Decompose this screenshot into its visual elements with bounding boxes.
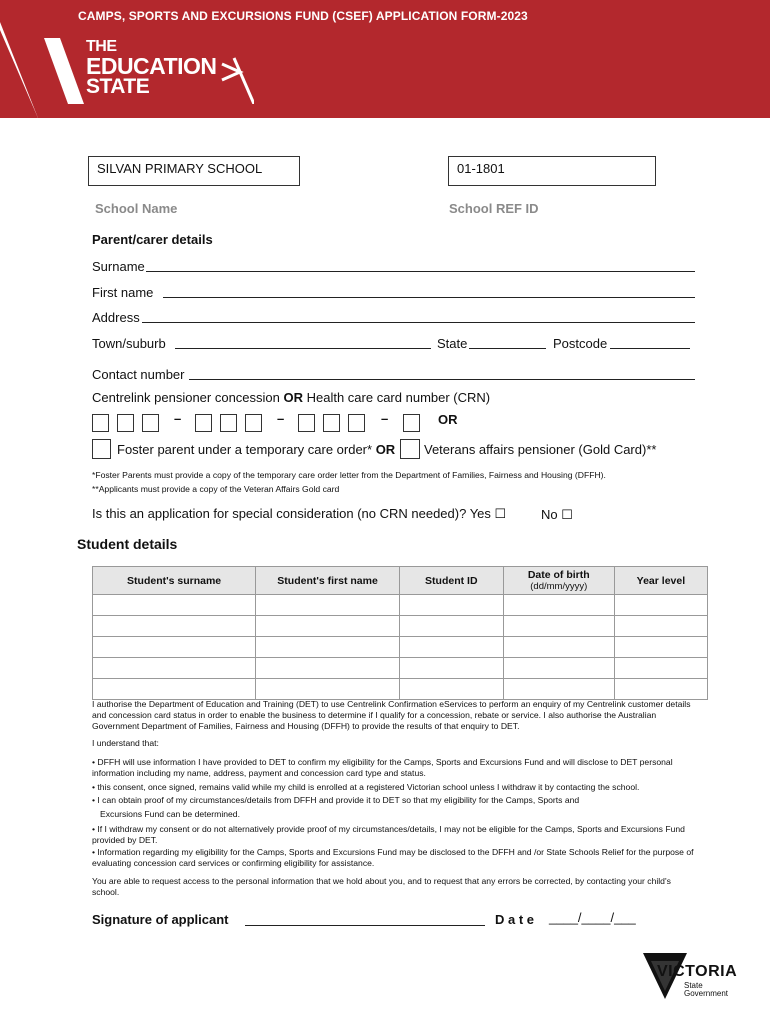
victoria-sub-state: State [684,981,703,990]
logo-line-state: STATE [86,75,150,98]
surname-line[interactable] [146,271,695,272]
foster-or: OR [375,442,396,457]
town-line[interactable] [175,348,431,349]
table-cell[interactable] [93,616,256,637]
table-row [93,616,708,637]
crn-box-4[interactable] [195,414,212,432]
crn-dash-3: – [381,411,389,426]
school-name-field[interactable]: SILVAN PRIMARY SCHOOL [88,156,300,186]
table-cell[interactable] [399,616,503,637]
col-dob [503,567,614,595]
table-cell[interactable] [256,616,400,637]
address-label: Address [92,310,140,325]
col-year-level: Year level [614,567,707,595]
school-name-caption: School Name [95,201,178,216]
table-cell[interactable] [503,679,614,700]
table-row [93,658,708,679]
col-first-name: Student's first name [256,567,400,595]
crn-box-10[interactable] [403,414,420,432]
crn-dash-1: – [174,411,182,426]
school-ref-field[interactable]: 01-1801 [448,156,656,186]
state-line[interactable] [469,348,546,349]
table-cell[interactable] [503,637,614,658]
table-row [93,637,708,658]
foster-checkbox[interactable] [92,439,111,459]
school-ref-caption: School REF ID [449,201,539,216]
understand-label: I understand that: [92,738,159,748]
crn-label-or: OR [283,390,303,405]
table-cell[interactable] [93,595,256,616]
first-name-line[interactable] [163,297,695,298]
student-table-header [93,567,708,595]
crn-box-5[interactable] [220,414,237,432]
table-cell[interactable] [614,595,707,616]
date-field[interactable]: ____/____/___ [549,910,636,925]
table-cell[interactable] [614,679,707,700]
crn-label [92,390,490,405]
table-row [93,595,708,616]
table-cell[interactable] [399,679,503,700]
bullet-3b: Excursions Fund can be determined. [100,809,240,819]
postcode-line[interactable] [610,348,690,349]
table-cell[interactable] [256,637,400,658]
table-cell[interactable] [256,595,400,616]
special-no[interactable]: No ☐ [541,507,573,522]
surname-label: Surname [92,259,145,274]
table-cell[interactable] [503,595,614,616]
crn-box-1[interactable] [92,414,109,432]
table-cell[interactable] [399,637,503,658]
table-cell[interactable] [93,658,256,679]
table-cell[interactable] [256,679,400,700]
postcode-label: Postcode [553,336,608,351]
signature-label: Signature of applicant [92,912,229,927]
first-name-label: First name [92,285,154,300]
access-paragraph: You are able to request access to the personal information that we hold about you, and to request that any errors be corrected, by contacting your child's school. [92,876,671,897]
special-question[interactable]: Is this an application for special consideration (no CRN needed)? Yes ☐ [92,506,507,521]
crn-or-right: OR [438,412,458,427]
table-cell[interactable] [503,658,614,679]
logo-line-education: EDUCATION [86,53,217,79]
contact-line[interactable] [189,379,695,380]
table-cell[interactable] [614,637,707,658]
note-foster: *Foster Parents must provide a copy of the temporary care order letter from the Department of Families, Fairness and Housing (DFFH). [92,470,606,480]
victoria-brand: VICTORIA [657,963,738,980]
town-label: Town/suburb [92,336,166,351]
table-cell[interactable] [503,616,614,637]
signature-line[interactable] [245,925,485,926]
parent-heading: Parent/carer details [92,232,213,247]
crn-label-suffix: Health care card number (CRN) [303,390,491,405]
crn-box-2[interactable] [117,414,134,432]
table-cell[interactable] [614,616,707,637]
note-applicants: **Applicants must provide a copy of the Veteran Affairs Gold card [92,484,340,494]
student-heading: Student details [77,536,178,552]
contact-label: Contact number [92,367,185,382]
col-dob-label: Date of birth [527,569,590,581]
student-table [92,566,708,700]
table-cell[interactable] [93,679,256,700]
col-student-id: Student ID [399,567,503,595]
foster-label-text: Foster parent under a temporary care order* [117,442,376,457]
table-cell[interactable] [399,658,503,679]
consent-paragraph: I authorise the Department of Education and Training (DET) to use Centrelink Confirmation eServices to perform an enquiry of my Centrelink customer details and concession card status in order to enable the business to determine if I qualify for a concession, rebate or service. I also authorise the Australian Government Department of Families, Fairness and Housing (DFFH) to provide the results of that enquiry to DET. [92,699,691,731]
col-surname: Student's surname [93,567,256,595]
crn-box-7[interactable] [298,414,315,432]
crn-dash-2: – [277,411,285,426]
bullet-4: • If I withdraw my consent or do not alternatively provide proof of my circumstances/details, I may not be eligible for the Camps, Sports and Excursions Fund provided by DET. [92,824,685,845]
col-dob-format: (dd/mm/yyyy) [530,581,588,592]
table-row [93,679,708,700]
form-title: CAMPS, SPORTS AND EXCURSIONS FUND (CSEF) APPLICATION FORM-2023 [78,9,528,23]
table-cell[interactable] [256,658,400,679]
victoria-sub-government: Government [684,989,729,998]
crn-box-8[interactable] [323,414,340,432]
table-cell[interactable] [614,658,707,679]
foster-label [117,442,395,457]
bullet-2: • this consent, once signed, remains valid while my child is enrolled at a registered Victorian school unless I withdraw it by contacting the school. [92,782,640,792]
crn-label-prefix: Centrelink pensioner concession [92,390,284,405]
logo-line-the: THE [86,38,117,55]
crn-box-9[interactable] [348,414,365,432]
table-cell[interactable] [93,637,256,658]
bullet-1: • DFFH will use information I have provided to DET to confirm my eligibility for the Camps, Sports and Excursions Fund and will disclose to DET personal information including my name, address, payment and concession card type and status. [92,757,673,778]
crn-box-3[interactable] [142,414,159,432]
address-line[interactable] [142,322,695,323]
table-cell[interactable] [399,595,503,616]
bullet-5: • Information regarding my eligibility for the Camps, Sports and Excursions Fund may be disclosed to the DFFH and /or State Schools Relief for the purpose of evaluating concession card services or confirming eligibility for assistance. [92,847,694,868]
veterans-label: Veterans affairs pensioner (Gold Card)** [424,442,657,457]
crn-box-6[interactable] [245,414,262,432]
date-label: D a t e [495,912,535,927]
bullet-3: • I can obtain proof of my circumstances/details from DFFH and provide it to DET so that my eligibility for the Camps, Sports and [92,795,580,805]
veterans-checkbox[interactable] [400,439,420,459]
state-label: State [437,336,468,351]
